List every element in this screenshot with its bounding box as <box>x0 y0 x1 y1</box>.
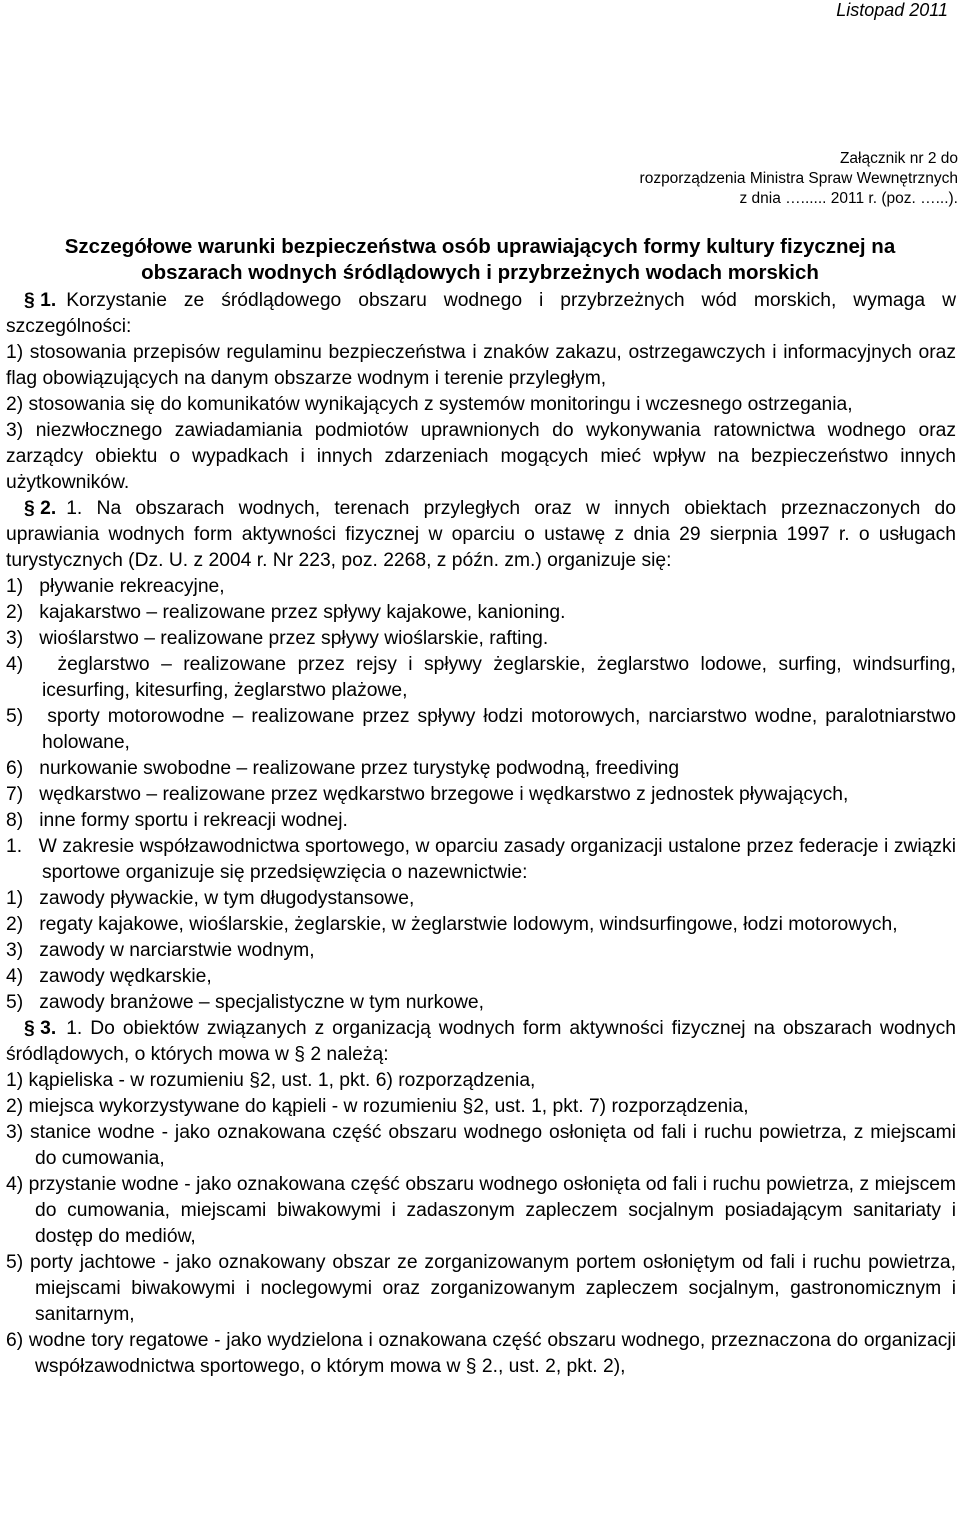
document-title <box>0 234 960 286</box>
section-3-item: 2) miejsca wykorzystywane do kąpieli - w rozumieniu §2, ust. 1, pkt. 7) rozporządzenia, <box>6 1096 749 1117</box>
section-2-competition-item: 5) zawody branżowe – specjalistyczne w tym nurkowe, <box>6 992 484 1013</box>
section-mark-3: § 3. <box>24 1018 57 1039</box>
section-3-item: 3) stanice wodne - jako oznakowana część obszaru wodnego osłonięta od fali i ruchu powietrza, z miejscami do cumowania, <box>6 1122 956 1169</box>
section-2-item: 3) wioślarstwo – realizowane przez spływy wioślarskie, rafting. <box>6 628 549 649</box>
section-2-item: 2) kajakarstwo – realizowane przez spływy kajakowe, kanioning. <box>6 602 566 623</box>
section-2-intro <box>6 496 956 574</box>
section-2-competition-item: 2) regaty kajakowe, wioślarskie, żeglarskie, w żeglarstwie lodowym, windsurfingowe, łodzi motorowych, <box>6 914 898 935</box>
section-1-intro <box>6 288 956 340</box>
annex-line-2: rozporządzenia Ministra Spraw Wewnętrznych <box>639 170 958 187</box>
section-3-item: 5) porty jachtowe - jako oznakowany obszar ze zorganizowanym portem osłoniętym od fali i ruchu powietrza, miejscami biwakowymi i noclegowymi oraz zorganizowanym zapleczem socjalnym, gastronomicznym i sanitarnym, <box>6 1252 956 1325</box>
section-2-paragraph: 1. W zakresie współzawodnictwa sportowego, w oparciu zasady organizacji ustalone przez federacje i związki sportowe organizuje się przedsięwzięcia o nazewnictwie: <box>6 836 956 883</box>
annex-line-3: z dnia …...... 2011 r. (poz. …...). <box>739 190 958 207</box>
section-2-item: 6) nurkowanie swobodne – realizowane przez turystykę podwodną, freediving <box>6 758 680 779</box>
section-3-intro <box>6 1016 956 1068</box>
section-2-item: 5) sporty motorowodne – realizowane przez spływy łodzi motorowych, narciarstwo wodne, paralotniarstwo holowane, <box>6 706 956 753</box>
section-2-item: 4) żeglarstwo – realizowane przez rejsy i spływy żeglarskie, żeglarstwo lodowe, surfing, windsurfing, icesurfing, kitesurfing, żeglarstwo plażowe, <box>6 654 956 701</box>
section-mark-1: § 1. <box>24 290 57 311</box>
section-2-competition-item: 1) zawody pływackie, w tym długodystansowe, <box>6 888 415 909</box>
section-2-item: 7) wędkarstwo – realizowane przez wędkarstwo brzegowe i wędkarstwo z jednostek pływających, <box>6 784 849 805</box>
section-2-item: 1) pływanie rekreacyjne, <box>6 576 225 597</box>
title-line-2: obszarach wodnych śródlądowych i przybrzeżnych wodach morskich <box>141 261 819 284</box>
section-2-competition-item: 4) zawody wędkarskie, <box>6 966 212 987</box>
section-3-item: 4) przystanie wodne - jako oznakowana część obszaru wodnego osłonięta od fali i ruchu powietrza, z miejscem do cumowania, miejscami biwakowymi i zadaszonym zapleczem socjalnym posiadającym sanitariaty i dostęp do mediów, <box>6 1174 956 1247</box>
section-1-item: 1) stosowania przepisów regulaminu bezpieczeństwa i znaków zakazu, ostrzegawczych i informacyjnych oraz flag obowiązujących na danym obszarze wodnym i terenie przyległym, <box>6 342 956 389</box>
section-1-item: 3) niezwłocznego zawiadamiania podmiotów uprawnionych do wykonywania ratownictwa wodnego oraz zarządcy obiektu o wypadkach i innych zdarzeniach mogących mieć wpływ na bezpieczeństwo innych użytkowników. <box>6 420 956 493</box>
header-date: Listopad 2011 <box>836 0 948 20</box>
section-3-item: 1) kąpieliska - w rozumieniu §2, ust. 1, pkt. 6) rozporządzenia, <box>6 1070 536 1091</box>
section-mark-2: § 2. <box>24 498 57 519</box>
section-3-text: 1. Do obiektów związanych z organizacją wodnych form aktywności fizycznej na obszarach wodnych śródlądowych, o których mowa w § 2 należą: <box>6 1018 956 1065</box>
section-2-competition-item: 3) zawody w narciarstwie wodnym, <box>6 940 315 961</box>
section-3-item: 6) wodne tory regatowe - jako wydzielona i oznakowana część obszaru wodnego, przeznaczona do organizacji współzawodnictwa sportowego, o którym mowa w § 2., ust. 2, pkt. 2), <box>6 1330 956 1377</box>
document-body <box>6 288 956 1380</box>
annex-line-1: Załącznik nr 2 do <box>839 150 958 167</box>
annex-reference <box>640 149 958 209</box>
section-1-item: 2) stosowania się do komunikatów wynikających z systemów monitoringu i wczesnego ostrzegania, <box>6 394 853 415</box>
section-2-item: 8) inne formy sportu i rekreacji wodnej. <box>6 810 348 831</box>
title-line-1: Szczegółowe warunki bezpieczeństwa osób uprawiających formy kultury fizycznej na <box>64 235 896 258</box>
section-2-text: 1. Na obszarach wodnych, terenach przyległych oraz w innych obiektach przeznaczonych do uprawiania wodnych form aktywności fizycznej w oparciu o ustawę z dnia 29 sierpnia 1997 r. o usługach turystycznych (Dz. U. z 2004 r. Nr 223, poz. 2268, z późn. zm.) organizuje się: <box>6 498 956 571</box>
section-1-text: Korzystanie ze śródlądowego obszaru wodnego i przybrzeżnych wód morskich, wymaga w szczególności: <box>6 290 956 337</box>
